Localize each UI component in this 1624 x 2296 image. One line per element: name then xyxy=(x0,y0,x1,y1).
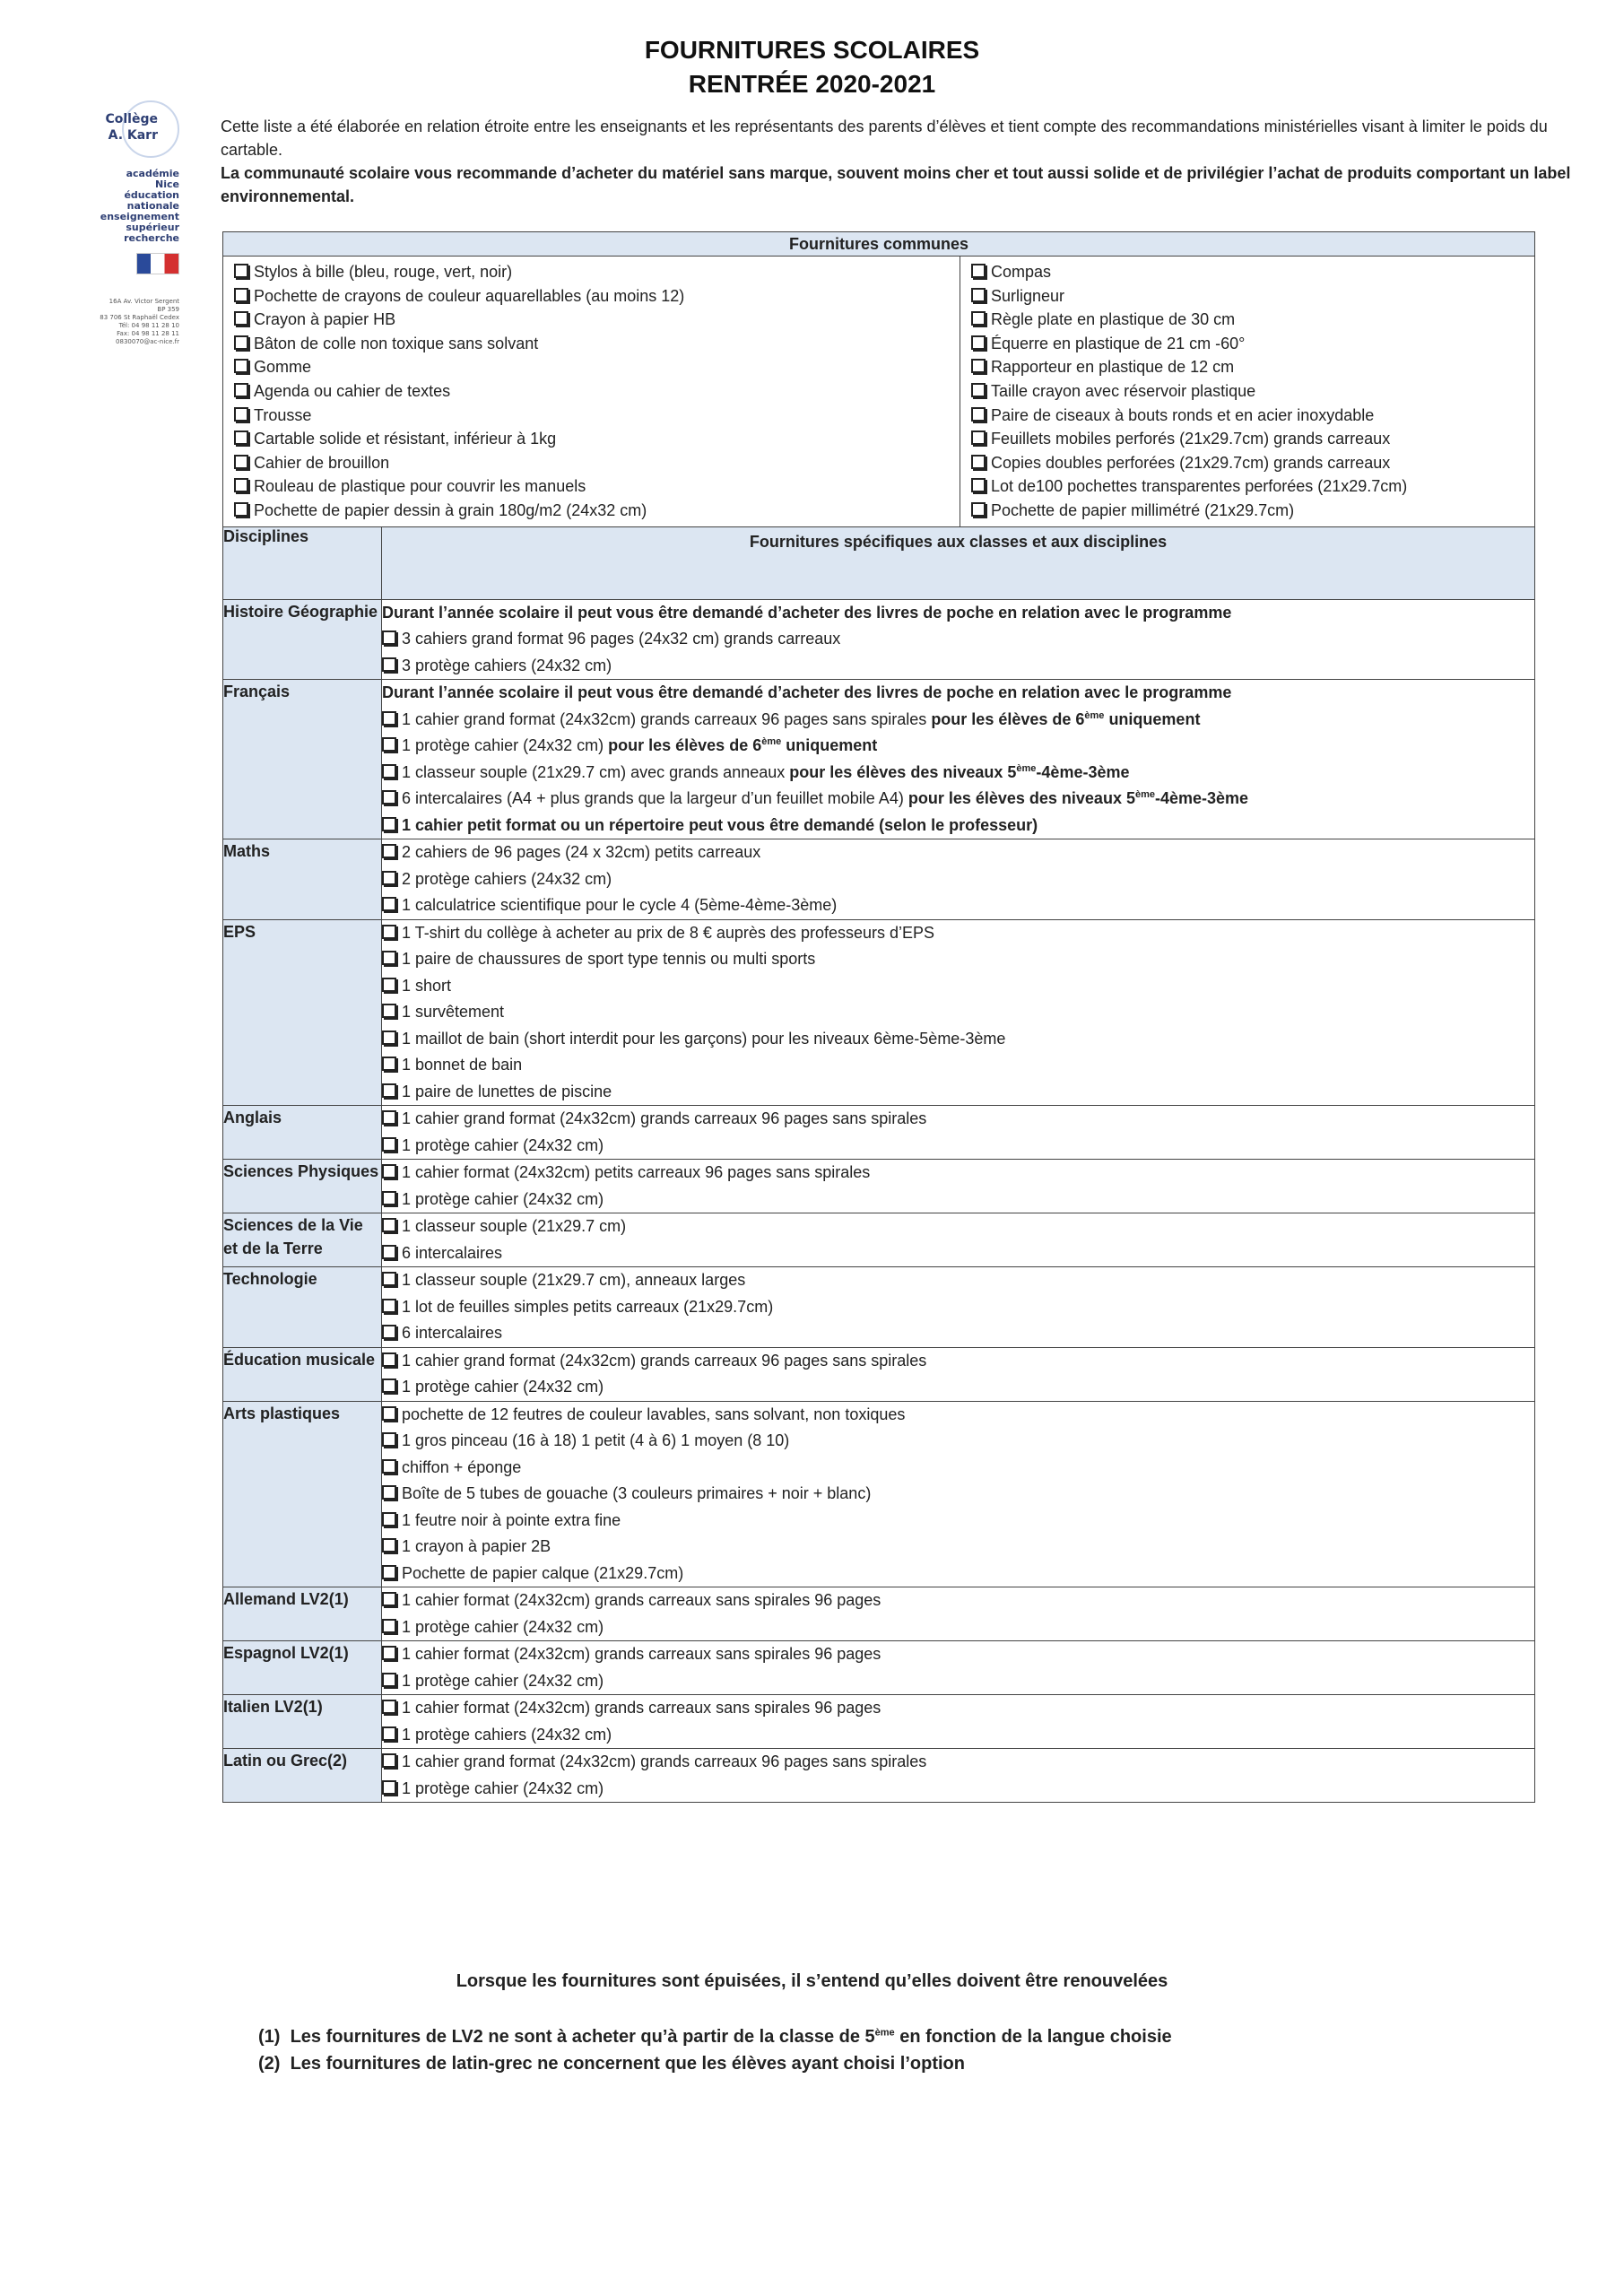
discipline-name: Italien LV2(1) xyxy=(223,1695,382,1749)
logo-name-line2: A. Karr xyxy=(108,128,158,143)
supply-item-label: 2 protège cahiers (24x32 cm) xyxy=(402,869,612,888)
supply-item xyxy=(382,973,1534,1000)
supply-item xyxy=(382,1508,1534,1535)
discipline-row xyxy=(223,680,1535,839)
supply-item-label: Équerre en plastique de 21 cm -60° xyxy=(991,334,1246,352)
page-title: FOURNITURES SCOLAIRES xyxy=(644,36,980,64)
supply-item-label: 1 cahier grand format (24x32cm) grands carreaux 96 pages sans spirales xyxy=(402,709,932,728)
supply-item xyxy=(234,260,949,284)
discipline-name: Sciences de la Vie et de la Terre xyxy=(223,1213,382,1267)
checkbox-icon[interactable] xyxy=(382,1432,396,1447)
checkbox-icon[interactable] xyxy=(382,1592,396,1606)
checkbox-icon[interactable] xyxy=(382,1272,396,1286)
checkbox-icon[interactable] xyxy=(382,1299,396,1313)
supply-item xyxy=(382,1695,1534,1722)
supply-item xyxy=(382,1348,1534,1375)
discipline-supplies xyxy=(382,1106,1535,1160)
discipline-name: Arts plastiques xyxy=(223,1401,382,1587)
supply-item-label: 1 short xyxy=(402,976,452,995)
supply-item-label: 1 gros pinceau (16 à 18) 1 petit (4 à 6) 1 moyen (8 10) xyxy=(402,1431,790,1450)
supply-item-label: 1 protège cahier (24x32 cm) xyxy=(402,1779,604,1797)
supply-item-emphasis: pour les élèves des niveaux 5 xyxy=(789,762,1017,781)
supply-item xyxy=(971,451,1524,475)
checkbox-icon[interactable] xyxy=(382,1485,396,1500)
supply-item xyxy=(234,284,949,309)
discipline-intro: Durant l’année scolaire il peut vous être demandé d’acheter des livres de poche en relation avec le programme xyxy=(382,603,1232,622)
discipline-row xyxy=(223,919,1535,1106)
supply-item-label: Pochette de papier millimétré (21x29.7cm) xyxy=(991,500,1295,519)
supply-item-label: chiffon + éponge xyxy=(402,1457,522,1476)
supply-item-label: Pochette de papier calque (21x29.7cm) xyxy=(402,1563,684,1582)
supply-item-emphasis-end: uniquement xyxy=(1104,709,1201,728)
discipline-row xyxy=(223,1695,1535,1749)
checkbox-icon[interactable] xyxy=(382,844,396,858)
checkbox-icon[interactable] xyxy=(382,1538,396,1552)
ministry-line: enseignement xyxy=(100,211,179,222)
supply-item xyxy=(382,1240,1534,1267)
supply-item-label: 1 bonnet de bain xyxy=(402,1056,523,1074)
supply-item-label: Feuillets mobiles perforés (21x29.7cm) grands carreaux xyxy=(991,430,1391,448)
checkbox-icon[interactable] xyxy=(382,1164,396,1178)
checkbox-icon[interactable] xyxy=(971,383,986,397)
supply-item xyxy=(382,1428,1534,1455)
discipline-name: Éducation musicale xyxy=(223,1347,382,1401)
supply-item-label: 1 cahier grand format (24x32cm) grands carreaux 96 pages sans spirales xyxy=(402,1351,927,1370)
supply-item xyxy=(234,308,949,332)
supply-item xyxy=(382,707,1534,734)
checkbox-icon[interactable] xyxy=(234,359,248,373)
discipline-supplies xyxy=(382,839,1535,920)
discipline-intro: Durant l’année scolaire il peut vous être demandé d’acheter des livres de poche en relation avec le programme xyxy=(382,683,1232,702)
intro-text xyxy=(221,115,1584,208)
ministry-line: supérieur xyxy=(126,222,179,233)
supply-item xyxy=(971,355,1524,379)
ministry-line: éducation xyxy=(124,189,179,201)
supply-item-label: 1 crayon à papier 2B xyxy=(402,1537,551,1556)
checkbox-icon[interactable] xyxy=(382,1646,396,1660)
supply-item xyxy=(234,355,949,379)
supply-item-label: 1 cahier grand format (24x32cm) grands carreaux 96 pages sans spirales xyxy=(402,1752,927,1771)
discipline-name: EPS xyxy=(223,919,382,1106)
checkbox-icon[interactable] xyxy=(382,1031,396,1045)
common-right-list xyxy=(960,257,1534,526)
checkbox-icon[interactable] xyxy=(234,383,248,397)
supply-item xyxy=(382,653,1534,680)
discipline-name: Sciences Physiques xyxy=(223,1160,382,1213)
logo-name xyxy=(105,111,158,144)
supply-item xyxy=(382,1749,1534,1776)
discipline-row xyxy=(223,1641,1535,1695)
discipline-supplies xyxy=(382,680,1535,839)
supply-item-label: 1 calculatrice scientifique pour le cycle 4 (5ème-4ème-3ème) xyxy=(402,896,838,915)
address-line: 0830070@ac-nice.fr xyxy=(116,338,179,345)
supply-item-label: Surligneur xyxy=(991,286,1065,305)
supply-item-emphasis: pour les élèves de 6 xyxy=(608,736,762,755)
checkbox-icon[interactable] xyxy=(234,407,248,422)
supply-item-emphasis-end: -4ème-3ème xyxy=(1036,762,1130,781)
supply-item-label: Copies doubles perforées (21x29.7cm) grands carreaux xyxy=(991,453,1391,472)
supply-item-label: 1 survêtement xyxy=(402,1003,505,1022)
supply-item-label: 1 cahier format (24x32cm) grands carreaux sans spirales 96 pages xyxy=(402,1645,881,1664)
logo-mark xyxy=(72,100,179,163)
checkbox-icon[interactable] xyxy=(382,790,396,804)
supply-item-label: 1 paire de lunettes de piscine xyxy=(402,1082,612,1100)
supply-item-label: 1 protège cahiers (24x32 cm) xyxy=(402,1725,612,1744)
checkbox-icon[interactable] xyxy=(971,407,986,422)
ministry-line: académie xyxy=(126,168,179,179)
address-line: Fax: 04 98 11 28 11 xyxy=(117,330,179,337)
supply-item-label: 1 classeur souple (21x29.7 cm), anneaux larges xyxy=(402,1271,746,1290)
supply-item xyxy=(382,760,1534,787)
renewal-note: Lorsque les fournitures sont épuisées, il s’entend qu’elles doivent être renouvelées xyxy=(456,1971,1168,1991)
supply-item-emphasis: pour les élèves de 6 xyxy=(931,709,1085,728)
checkbox-icon[interactable] xyxy=(971,359,986,373)
supply-item xyxy=(234,404,949,428)
discipline-row xyxy=(223,839,1535,920)
supply-item xyxy=(382,1026,1534,1053)
discipline-name: Technologie xyxy=(223,1267,382,1348)
checkbox-icon[interactable] xyxy=(382,1378,396,1393)
footnote-2-text: Les fournitures de latin-grec ne concernent que les élèves ayant choisi l’option xyxy=(290,2054,965,2074)
supply-item xyxy=(382,1267,1534,1294)
logo-address xyxy=(72,298,179,346)
supply-item xyxy=(234,451,949,475)
supply-item-label: 1 classeur souple (21x29.7 cm) xyxy=(402,1217,627,1236)
supply-item xyxy=(382,1481,1534,1508)
supply-item-label: 1 T-shirt du collège à acheter au prix de 8 € auprès des professeurs d’EPS xyxy=(402,923,935,942)
checkbox-icon[interactable] xyxy=(382,897,396,911)
supply-item xyxy=(234,474,949,499)
supply-item-label: 6 intercalaires xyxy=(402,1243,503,1262)
supply-item-label: 3 protège cahiers (24x32 cm) xyxy=(402,656,612,674)
supply-item xyxy=(382,866,1534,893)
discipline-name: Français xyxy=(223,680,382,839)
checkbox-icon[interactable] xyxy=(382,711,396,726)
supply-item xyxy=(382,892,1534,919)
supply-item xyxy=(382,1534,1534,1561)
supply-item xyxy=(971,379,1524,404)
footnotes xyxy=(258,2023,1172,2077)
checkbox-icon[interactable] xyxy=(382,1191,396,1205)
common-left-list xyxy=(223,257,960,526)
supply-item xyxy=(971,499,1524,523)
supply-item xyxy=(234,499,949,523)
supply-item-emphasis-end: -4ème-3ème xyxy=(1155,789,1249,808)
supply-item xyxy=(382,1320,1534,1347)
checkbox-icon[interactable] xyxy=(382,1459,396,1474)
supply-item-label: Gomme xyxy=(254,358,312,377)
supply-item-label: Rouleau de plastique pour couvrir les manuels xyxy=(254,477,586,496)
checkbox-icon[interactable] xyxy=(382,1512,396,1526)
checkbox-icon[interactable] xyxy=(971,335,986,350)
supply-item xyxy=(382,1561,1534,1587)
supply-item-label: Agenda ou cahier de textes xyxy=(254,381,451,400)
discipline-supplies xyxy=(382,599,1535,680)
discipline-row xyxy=(223,1347,1535,1401)
discipline-row xyxy=(223,1267,1535,1348)
supply-item xyxy=(382,1614,1534,1641)
supply-item xyxy=(382,1052,1534,1079)
supply-item xyxy=(382,1079,1534,1106)
checkbox-icon[interactable] xyxy=(382,1004,396,1018)
supply-item xyxy=(971,332,1524,356)
supply-item xyxy=(382,1294,1534,1321)
checkbox-icon[interactable] xyxy=(971,502,986,517)
checkbox-icon[interactable] xyxy=(382,1673,396,1687)
supply-item-label: 1 protège cahier (24x32 cm) xyxy=(402,736,609,755)
checkbox-icon[interactable] xyxy=(382,764,396,778)
checkbox-icon[interactable] xyxy=(382,1406,396,1421)
checkbox-icon[interactable] xyxy=(382,1700,396,1714)
supply-item-label: pochette de 12 feutres de couleur lavables, sans solvant, non toxiques xyxy=(402,1405,906,1423)
checkbox-icon[interactable] xyxy=(234,455,248,469)
checkbox-icon[interactable] xyxy=(382,1110,396,1125)
common-right-cell xyxy=(960,257,1535,527)
footnote-1-text-b: en fonction de la langue choisie xyxy=(894,2027,1172,2047)
supply-item xyxy=(382,1160,1534,1187)
discipline-name: Maths xyxy=(223,839,382,920)
discipline-row xyxy=(223,1749,1535,1803)
specific-heading: Fournitures spécifiques aux classes et aux disciplines xyxy=(382,526,1535,599)
supply-item-sup: ème xyxy=(1084,709,1105,721)
supply-item-emphasis: 1 cahier petit format ou un répertoire peut vous être demandé (selon le professeur) xyxy=(402,815,1038,834)
supply-item xyxy=(382,946,1534,973)
supply-item-label: 1 cahier format (24x32cm) grands carreaux sans spirales 96 pages xyxy=(402,1591,881,1610)
supply-item-label: Pochette de papier dessin à grain 180g/m2 (24x32 cm) xyxy=(254,500,647,519)
supply-item-label: 3 cahiers grand format 96 pages (24x32 cm) grands carreaux xyxy=(402,630,841,648)
disciplines-heading: Disciplines xyxy=(223,526,382,599)
common-heading: Fournitures communes xyxy=(223,232,1535,257)
supply-item xyxy=(382,1668,1534,1695)
footnote-1-number: (1) xyxy=(258,2027,281,2047)
ministry-line: Nice xyxy=(155,178,179,190)
supply-item-label: Cartable solide et résistant, inférieur à 1kg xyxy=(254,430,557,448)
ministry-line: nationale xyxy=(126,200,179,212)
supply-item xyxy=(971,284,1524,309)
checkbox-icon[interactable] xyxy=(971,311,986,326)
supply-item xyxy=(382,839,1534,866)
supply-item-label: Rapporteur en plastique de 12 cm xyxy=(991,358,1235,377)
page-subtitle: RENTRÉE 2020-2021 xyxy=(688,70,936,98)
address-line: 83 706 St Raphaël Cedex xyxy=(100,314,179,321)
supply-item xyxy=(382,1187,1534,1213)
supply-item xyxy=(382,1213,1534,1240)
supply-item-label: Paire de ciseaux à bouts ronds et en acier inoxydable xyxy=(991,405,1375,424)
checkbox-icon[interactable] xyxy=(234,288,248,302)
checkbox-icon[interactable] xyxy=(234,311,248,326)
supply-item-label: 1 protège cahier (24x32 cm) xyxy=(402,1378,604,1396)
checkbox-icon[interactable] xyxy=(382,1057,396,1071)
supply-item xyxy=(382,626,1534,653)
supply-item-label: 1 protège cahier (24x32 cm) xyxy=(402,1135,604,1154)
supply-item-label: 1 cahier grand format (24x32cm) grands carreaux 96 pages sans spirales xyxy=(402,1109,927,1128)
supply-item xyxy=(971,474,1524,499)
supply-item-label: Trousse xyxy=(254,405,312,424)
ministry-line: recherche xyxy=(124,232,179,244)
supply-item xyxy=(971,260,1524,284)
checkbox-icon[interactable] xyxy=(382,737,396,752)
supply-item-sup: ème xyxy=(1134,789,1155,801)
supply-item xyxy=(382,1133,1534,1160)
discipline-supplies xyxy=(382,1213,1535,1267)
supply-item-label: Pochette de crayons de couleur aquarellables (au moins 12) xyxy=(254,286,685,305)
supply-item xyxy=(382,1587,1534,1614)
discipline-row xyxy=(223,1160,1535,1213)
address-line: BP 359 xyxy=(157,306,179,313)
discipline-row xyxy=(223,1401,1535,1587)
supply-item-label: 6 intercalaires (A4 + plus grands que la largeur d’un feuillet mobile A4) xyxy=(402,789,908,808)
supply-item-label: Crayon à papier HB xyxy=(254,310,396,329)
supply-item xyxy=(382,1374,1534,1401)
supply-item-sup: ème xyxy=(761,736,782,748)
checkbox-icon[interactable] xyxy=(382,1780,396,1795)
supply-item-label: Règle plate en plastique de 30 cm xyxy=(991,310,1236,329)
supply-item xyxy=(234,427,949,451)
supply-item xyxy=(382,1641,1534,1668)
supply-item xyxy=(971,404,1524,428)
checkbox-icon[interactable] xyxy=(382,978,396,992)
discipline-supplies xyxy=(382,1749,1535,1803)
discipline-row xyxy=(223,1213,1535,1267)
checkbox-icon[interactable] xyxy=(382,1083,396,1098)
checkbox-icon[interactable] xyxy=(382,1352,396,1367)
college-logo xyxy=(72,100,179,346)
discipline-supplies xyxy=(382,1587,1535,1641)
logo-ministry xyxy=(72,169,179,244)
checkbox-icon[interactable] xyxy=(382,1753,396,1768)
discipline-row xyxy=(223,599,1535,680)
checkbox-icon[interactable] xyxy=(971,288,986,302)
checkbox-icon[interactable] xyxy=(234,335,248,350)
supply-item-label: 1 paire de chaussures de sport type tennis ou multi sports xyxy=(402,950,816,969)
supply-item-label: 1 protège cahier (24x32 cm) xyxy=(402,1189,604,1208)
discipline-name: Allemand LV2(1) xyxy=(223,1587,382,1641)
discipline-name: Anglais xyxy=(223,1106,382,1160)
supply-item-label: 1 protège cahier (24x32 cm) xyxy=(402,1671,604,1690)
discipline-supplies xyxy=(382,1347,1535,1401)
checkbox-icon[interactable] xyxy=(382,1137,396,1152)
checkbox-icon[interactable] xyxy=(382,951,396,965)
supply-item-emphasis: pour les élèves des niveaux 5 xyxy=(908,789,1135,808)
supply-item-label: 1 maillot de bain (short interdit pour les garçons) pour les niveaux 6ème-5ème-3ème xyxy=(402,1029,1006,1048)
discipline-supplies xyxy=(382,1401,1535,1587)
supply-item xyxy=(971,427,1524,451)
footnote-2-number: (2) xyxy=(258,2054,281,2074)
supply-item xyxy=(234,379,949,404)
discipline-supplies xyxy=(382,1267,1535,1348)
footnote-1-text-a: Les fournitures de LV2 ne sont à acheter qu’à partir de la classe de 5 xyxy=(290,2027,875,2047)
supply-item-label: 1 classeur souple (21x29.7 cm) avec grands anneaux xyxy=(402,762,790,781)
footnote-1-sup: ème xyxy=(874,2027,895,2039)
logo-name-line1: Collège xyxy=(105,112,158,126)
discipline-supplies xyxy=(382,1641,1535,1695)
discipline-row xyxy=(223,1106,1535,1160)
discipline-supplies xyxy=(382,919,1535,1106)
discipline-name: Espagnol LV2(1) xyxy=(223,1641,382,1695)
supply-item xyxy=(382,1402,1534,1429)
supply-item xyxy=(382,1722,1534,1749)
checkbox-icon[interactable] xyxy=(382,1245,396,1259)
supply-item xyxy=(382,813,1534,839)
footnote-2 xyxy=(258,2050,1172,2077)
checkbox-icon[interactable] xyxy=(382,1218,396,1232)
discipline-supplies xyxy=(382,1160,1535,1213)
supply-item-emphasis-end: uniquement xyxy=(781,736,878,755)
supply-item-label: 1 cahier format (24x32cm) petits carreaux 96 pages sans spirales xyxy=(402,1163,871,1182)
checkbox-icon[interactable] xyxy=(382,1726,396,1741)
checkbox-icon[interactable] xyxy=(234,478,248,492)
supply-item-label: 2 cahiers de 96 pages (24 x 32cm) petits carreaux xyxy=(402,843,761,862)
checkbox-icon[interactable] xyxy=(971,478,986,492)
supply-item xyxy=(234,332,949,356)
address-line: Tél: 04 98 11 28 10 xyxy=(118,322,179,329)
supply-item xyxy=(382,733,1534,760)
supply-item xyxy=(382,1455,1534,1482)
checkbox-icon[interactable] xyxy=(382,925,396,939)
checkbox-icon[interactable] xyxy=(971,264,986,278)
common-left-cell xyxy=(223,257,960,527)
supply-item-label: 1 lot de feuilles simples petits carreaux (21x29.7cm) xyxy=(402,1297,774,1316)
supply-item xyxy=(382,1776,1534,1803)
republic-flag-icon xyxy=(136,253,179,274)
checkbox-icon[interactable] xyxy=(382,1325,396,1339)
supply-item-label: 1 protège cahier (24x32 cm) xyxy=(402,1617,604,1636)
discipline-supplies xyxy=(382,1695,1535,1749)
supply-item xyxy=(382,1106,1534,1133)
supply-item-label: 1 cahier format (24x32cm) grands carreaux sans spirales 96 pages xyxy=(402,1699,881,1718)
checkbox-icon[interactable] xyxy=(971,430,986,445)
discipline-row xyxy=(223,1587,1535,1641)
checkbox-icon[interactable] xyxy=(382,871,396,885)
checkbox-icon[interactable] xyxy=(234,502,248,517)
checkbox-icon[interactable] xyxy=(234,264,248,278)
supply-item-label: 6 intercalaires xyxy=(402,1324,503,1343)
checkbox-icon[interactable] xyxy=(382,1619,396,1633)
supply-item xyxy=(382,920,1534,947)
supply-item-label: Boîte de 5 tubes de gouache (3 couleurs primaires + noir + blanc) xyxy=(402,1484,872,1503)
supply-item xyxy=(382,999,1534,1026)
supply-item-label: Compas xyxy=(991,263,1052,281)
supply-item-label: Stylos à bille (bleu, rouge, vert, noir) xyxy=(254,263,513,281)
intro-paragraph: Cette liste a été élaborée en relation étroite entre les enseignants et les représentants des parents d’élèves et tient compte des recommandations ministérielles visant à limiter le poids du cartable. xyxy=(221,117,1548,159)
supply-item xyxy=(382,786,1534,813)
supply-item-label: 1 feutre noir à pointe extra fine xyxy=(402,1510,621,1529)
supply-item-sup: ème xyxy=(1016,762,1037,774)
checkbox-icon[interactable] xyxy=(234,430,248,445)
supply-item-label: Lot de100 pochettes transparentes perforées (21x29.7cm) xyxy=(991,477,1408,496)
supply-item xyxy=(971,308,1524,332)
discipline-name: Latin ou Grec(2) xyxy=(223,1749,382,1803)
address-line: 16A Av. Victor Sergent xyxy=(109,298,179,305)
supplies-table xyxy=(222,231,1535,1803)
discipline-name: Histoire Géographie xyxy=(223,599,382,680)
checkbox-icon[interactable] xyxy=(382,631,396,645)
footnote-1 xyxy=(258,2023,1172,2050)
checkbox-icon[interactable] xyxy=(382,817,396,831)
checkbox-icon[interactable] xyxy=(971,455,986,469)
supply-item-label: Bâton de colle non toxique sans solvant xyxy=(254,334,539,352)
checkbox-icon[interactable] xyxy=(382,1565,396,1579)
supply-item-label: Cahier de brouillon xyxy=(254,453,390,472)
checkbox-icon[interactable] xyxy=(382,657,396,672)
intro-recommendation: La communauté scolaire vous recommande d’acheter du matériel sans marque, souvent moins cher et tout aussi solide et de privilégier l’achat de produits comportant un label environnemental. xyxy=(221,164,1571,205)
supply-item-label: Taille crayon avec réservoir plastique xyxy=(991,381,1256,400)
